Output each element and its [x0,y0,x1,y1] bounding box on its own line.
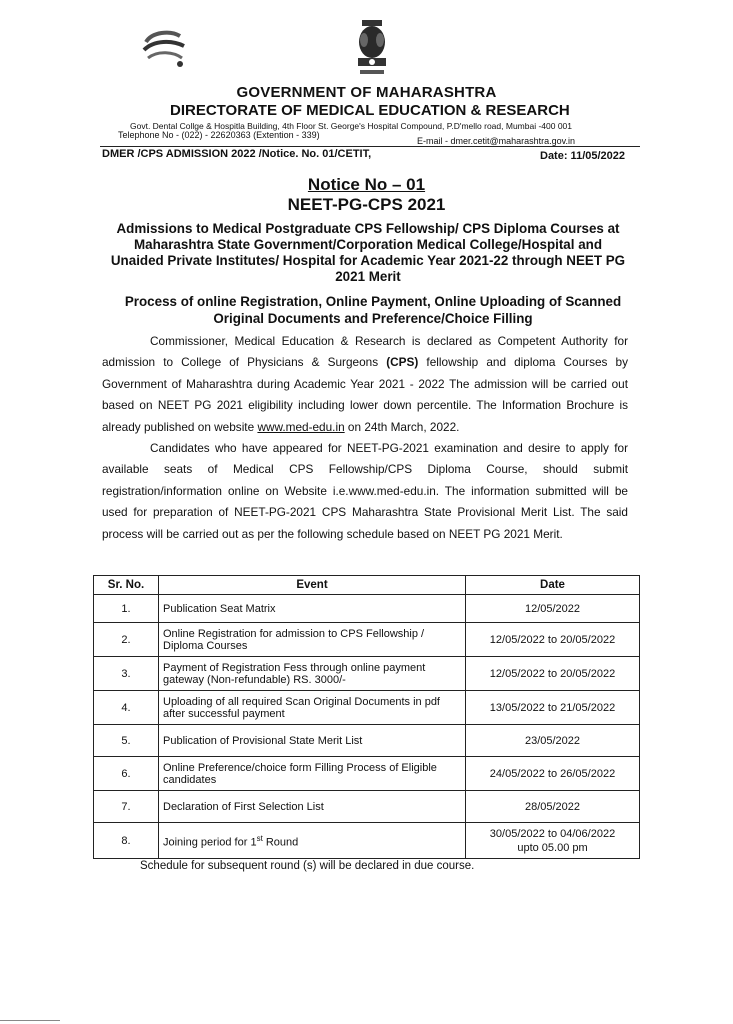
cell-sr-no: 6. [94,757,159,791]
notice-title: NEET-PG-CPS 2021 [287,195,446,214]
page-bottom-mark [0,1020,60,1021]
cell-date [466,823,640,859]
cell-date: 28/05/2022 [466,791,640,823]
schedule-footnote: Schedule for subsequent round (s) will be declared in due course. [140,860,475,872]
cell-sr-no: 5. [94,725,159,757]
table-row [94,691,640,725]
cell-sr-no: 4. [94,691,159,725]
header-event: Event [159,576,466,595]
table-row [94,623,640,657]
govt-heading: GOVERNMENT OF MAHARASHTRA [236,84,497,101]
notice-date: Date: 11/05/2022 [540,150,626,162]
cell-event: Publication Seat Matrix [159,595,466,623]
para1-text-c: fellowship and diploma Courses by Government of Maharashtra during Academic Year 2021 - 2022 The admission will be carried out based on NEET PG 2021 eligibility including lower down percentile. The Information Brochure is already published on website [102,355,628,434]
date-time-limit: upto 05.00 pm [517,841,588,854]
event-text-a: Joining period for 1 [163,836,257,849]
cell-date: 24/05/2022 to 26/05/2022 [466,757,640,791]
table-row [94,823,640,859]
table-header-row [94,576,640,595]
paragraph-candidates [102,438,628,545]
paragraph-competent-authority [102,331,628,438]
directorate-heading: DIRECTORATE OF MEDICAL EDUCATION & RESEARCH [170,102,570,119]
cell-event: Declaration of First Selection List [159,791,466,823]
notice-subject: Admissions to Medical Postgraduate CPS Fellowship/ CPS Diploma Courses at Maharashtra State Government/Corporation Medical College/Hospital and Unaided Private Institutes/ Hospital for Academic Year 2021-22 through NEET PG 2021 Merit [110,221,626,284]
table-row [94,757,640,791]
cell-date: 12/05/2022 to 20/05/2022 [466,623,640,657]
header-date: Date [466,576,640,595]
cell-sr-no: 8. [94,823,159,859]
event-text-b: Round [262,836,299,849]
cell-event: Uploading of all required Scan Original Documents in pdf after successful payment [159,691,466,725]
cell-date: 12/05/2022 [466,595,640,623]
para1-cps: (CPS) [386,355,419,370]
cell-event: Online Registration for admission to CPS Fellowship / Diploma Courses [159,623,466,657]
cell-date: 12/05/2022 to 20/05/2022 [466,657,640,691]
notice-number-text: Notice No – 01 [307,175,426,194]
cell-sr-no: 7. [94,791,159,823]
table-row [94,791,640,823]
cell-event: Publication of Provisional State Merit List [159,725,466,757]
notice-number [0,175,733,195]
para1-text-d: on 24th March, 2022. [344,419,460,434]
cell-sr-no: 3. [94,657,159,691]
office-address: Govt. Dental Collge & Hospitla Building, 4th Floor St. George's Hospital Compound, P.D'mello road, Mumbai -400 001 [130,121,573,131]
para2-text: Candidates who have appeared for NEET-PG-2021 examination and desire to apply for available seats of Medical CPS Fellowship/CPS Diploma Course, should submit registration/information online on Website i.e.www.med-edu.in. The information submitted will be used for preparation of NEET-PG-2021 CPS Maharashtra State Provisional Merit List. The said process will be carried out as per the following schedule based on NEET PG 2021 Merit. [102,441,628,541]
dmer-logo-icon [140,28,192,70]
header-divider [100,146,640,147]
process-heading: Process of online Registration, Online Payment, Online Uploading of Scanned Original Documents and Preference/Choice Filling [124,294,622,326]
telephone: Telephone No - (022) - 22620363 (Extention - 339) [118,130,320,140]
date-range: 30/05/2022 to 04/06/2022 [489,827,616,840]
cell-date: 13/05/2022 to 21/05/2022 [466,691,640,725]
cell-event: Payment of Registration Fess through online payment gateway (Non-refundable) RS. 3000/- [159,657,466,691]
state-emblem-icon [352,18,392,80]
table-row [94,595,640,623]
cell-event [159,823,466,859]
event-superscript: st [256,833,263,843]
schedule-table [93,575,640,859]
cell-event: Online Preference/choice form Filling Process of Eligible candidates [159,757,466,791]
cell-sr-no: 1. [94,595,159,623]
website-link[interactable]: www.med-edu.in [257,419,345,434]
email: E-mail - dmer.cetit@maharashtra.gov.in [417,136,576,146]
cell-date: 23/05/2022 [466,725,640,757]
cell-sr-no: 2. [94,623,159,657]
table-row [94,725,640,757]
table-row [94,657,640,691]
header-sr-no: Sr. No. [94,576,159,595]
para1-text-a: Commissioner, Medical Education & Research is declared as Competent Authority for admission to College of Physicians & Surgeons [102,334,628,370]
reference-number: DMER /CPS ADMISSION 2022 /Notice. No. 01/CETIT, [102,148,372,160]
